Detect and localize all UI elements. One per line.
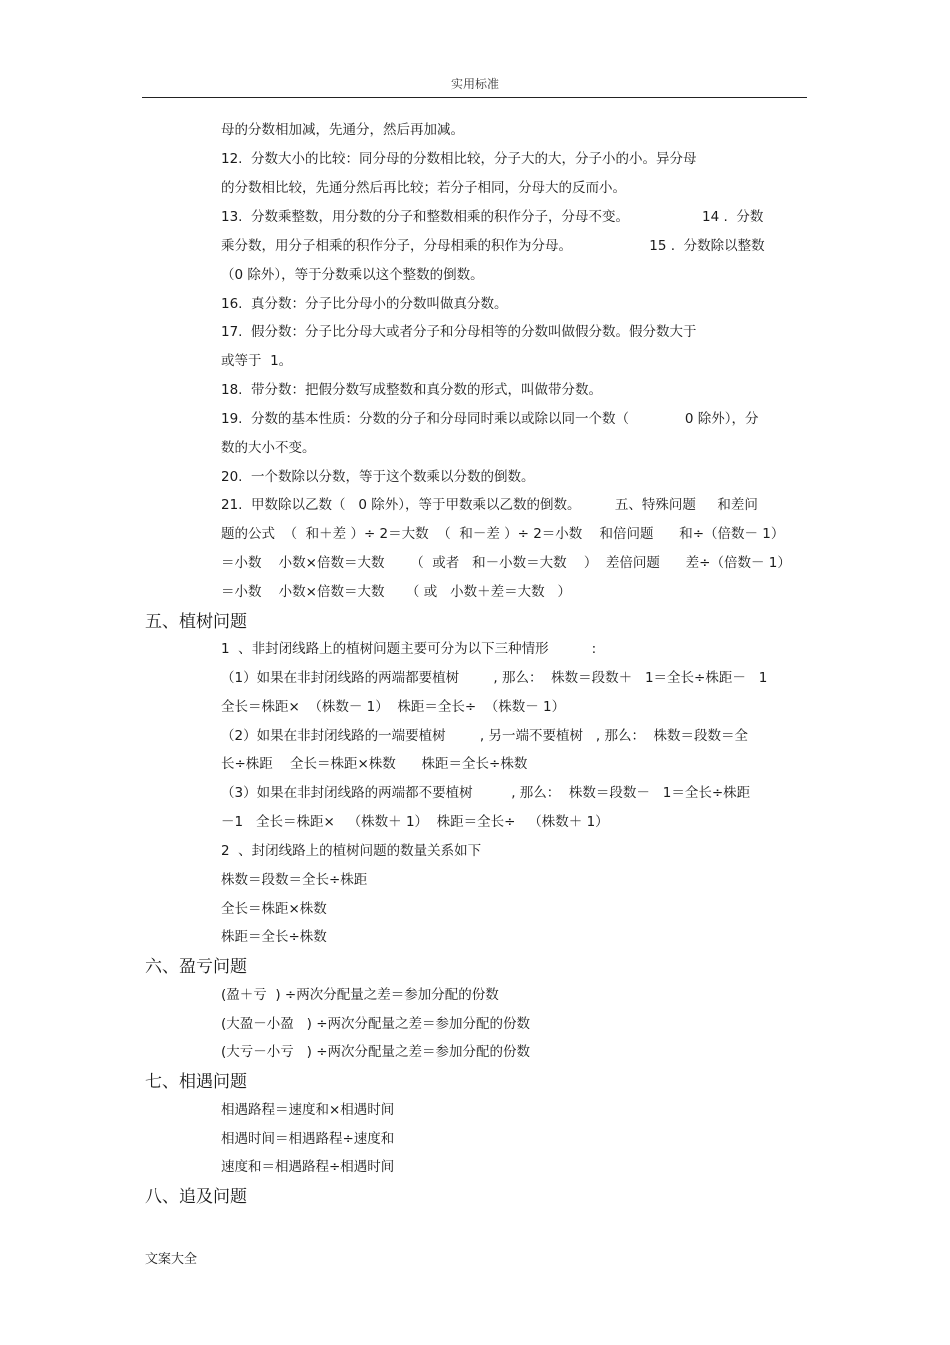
text-line: 18. 带分数：把假分数写成整数和真分数的形式，叫做带分数。	[221, 382, 603, 398]
text-line: 16. 真分数：分子比分母小的分数叫做真分数。	[221, 296, 508, 312]
text-line: 20. 一个数除以分数，等于这个数乘以分数的倒数。	[221, 469, 535, 485]
text-line: 速度和＝相遇路程÷相遇时间	[221, 1159, 395, 1175]
text-line: 或等于 1。	[221, 353, 293, 369]
text-line: （1）如果在非封闭线路的两端都要植树 , 那么： 株数＝段数＋ 1＝全长÷株距－ 1	[221, 670, 768, 686]
text-line: ＝小数 小数×倍数＝大数 （ 或 小数＋差＝大数 ）	[221, 584, 571, 600]
text-line: (大亏－小亏 ) ÷两次分配量之差＝参加分配的份数	[221, 1044, 531, 1060]
text-line: （0 除外），等于分数乘以这个整数的倒数。	[221, 267, 484, 283]
page-footer: 文案大全	[145, 1252, 198, 1267]
text-line: 株距＝全长÷株数	[221, 929, 327, 945]
text-line: 13. 分数乘整数，用分数的分子和整数相乘的积作分子，分母不变。 14 . 分数	[221, 209, 764, 225]
text-line: (盈＋亏 ) ÷两次分配量之差＝参加分配的份数	[221, 987, 499, 1003]
text-line: 乘分数，用分子相乘的积作分子，分母相乘的积作为分母。 15 . 分数除以整数	[221, 238, 765, 254]
text-line: 相遇路程＝速度和×相遇时间	[221, 1102, 395, 1118]
text-line: 1 、非封闭线路上的植树问题主要可分为以下三种情形 :	[221, 641, 597, 657]
text-line: （3）如果在非封闭线路的两端都不要植树 , 那么： 株数＝段数－ 1＝全长÷株距	[221, 785, 751, 801]
section-heading: 六、盈亏问题	[145, 957, 247, 977]
section-heading: 五、植树问题	[145, 612, 247, 632]
text-line: 株数＝段数＝全长÷株距	[221, 872, 368, 888]
text-line: 21. 甲数除以乙数（ 0 除外），等于甲数乘以乙数的倒数。 五、特殊问题 和差问	[221, 497, 758, 513]
text-line: 2 、封闭线路上的植树问题的数量关系如下	[221, 843, 482, 859]
text-line: 17. 假分数：分子比分母大或者分子和分母相等的分数叫做假分数。假分数大于	[221, 324, 697, 340]
text-line: 的分数相比较，先通分然后再比较；若分子相同，分母大的反而小。	[221, 180, 626, 196]
text-line: 数的大小不变。	[221, 440, 316, 456]
section-heading: 八、追及问题	[145, 1187, 247, 1207]
text-line: －1 全长＝株距× （株数＋ 1） 株距＝全长÷ （株数＋ 1）	[221, 814, 609, 830]
header-rule	[142, 97, 807, 98]
text-line: 相遇时间＝相遇路程÷速度和	[221, 1131, 395, 1147]
page-header-title: 实用标准	[450, 77, 499, 91]
text-line: 全长＝株距×株数	[221, 901, 327, 917]
text-line: 12. 分数大小的比较：同分母的分数相比较，分子大的大，分子小的小。异分母	[221, 151, 697, 167]
section-heading: 七、相遇问题	[145, 1072, 247, 1092]
text-line: ＝小数 小数×倍数＝大数 （ 或者 和－小数＝大数 ） 差倍问题 差÷（倍数－ 1）	[221, 555, 791, 571]
text-line: (大盈－小盈 ) ÷两次分配量之差＝参加分配的份数	[221, 1016, 531, 1032]
text-line: 全长＝株距× （株数－ 1） 株距＝全长÷ （株数－ 1）	[221, 699, 566, 715]
text-line: 长÷株距 全长＝株距×株数 株距＝全长÷株数	[221, 756, 528, 772]
text-line: 19. 分数的基本性质：分数的分子和分母同时乘以或除以同一个数（ 0 除外），分	[221, 411, 759, 427]
text-line: 母的分数相加减，先通分，然后再加减。	[221, 122, 464, 138]
text-line: （2）如果在非封闭线路的一端要植树 , 另一端不要植树 , 那么： 株数＝段数＝全	[221, 728, 749, 744]
text-line: 题的公式 （ 和＋差 ）÷ 2＝大数 （ 和－差 ）÷ 2＝小数 和倍问题 和÷（倍数－ 1）	[221, 526, 785, 542]
